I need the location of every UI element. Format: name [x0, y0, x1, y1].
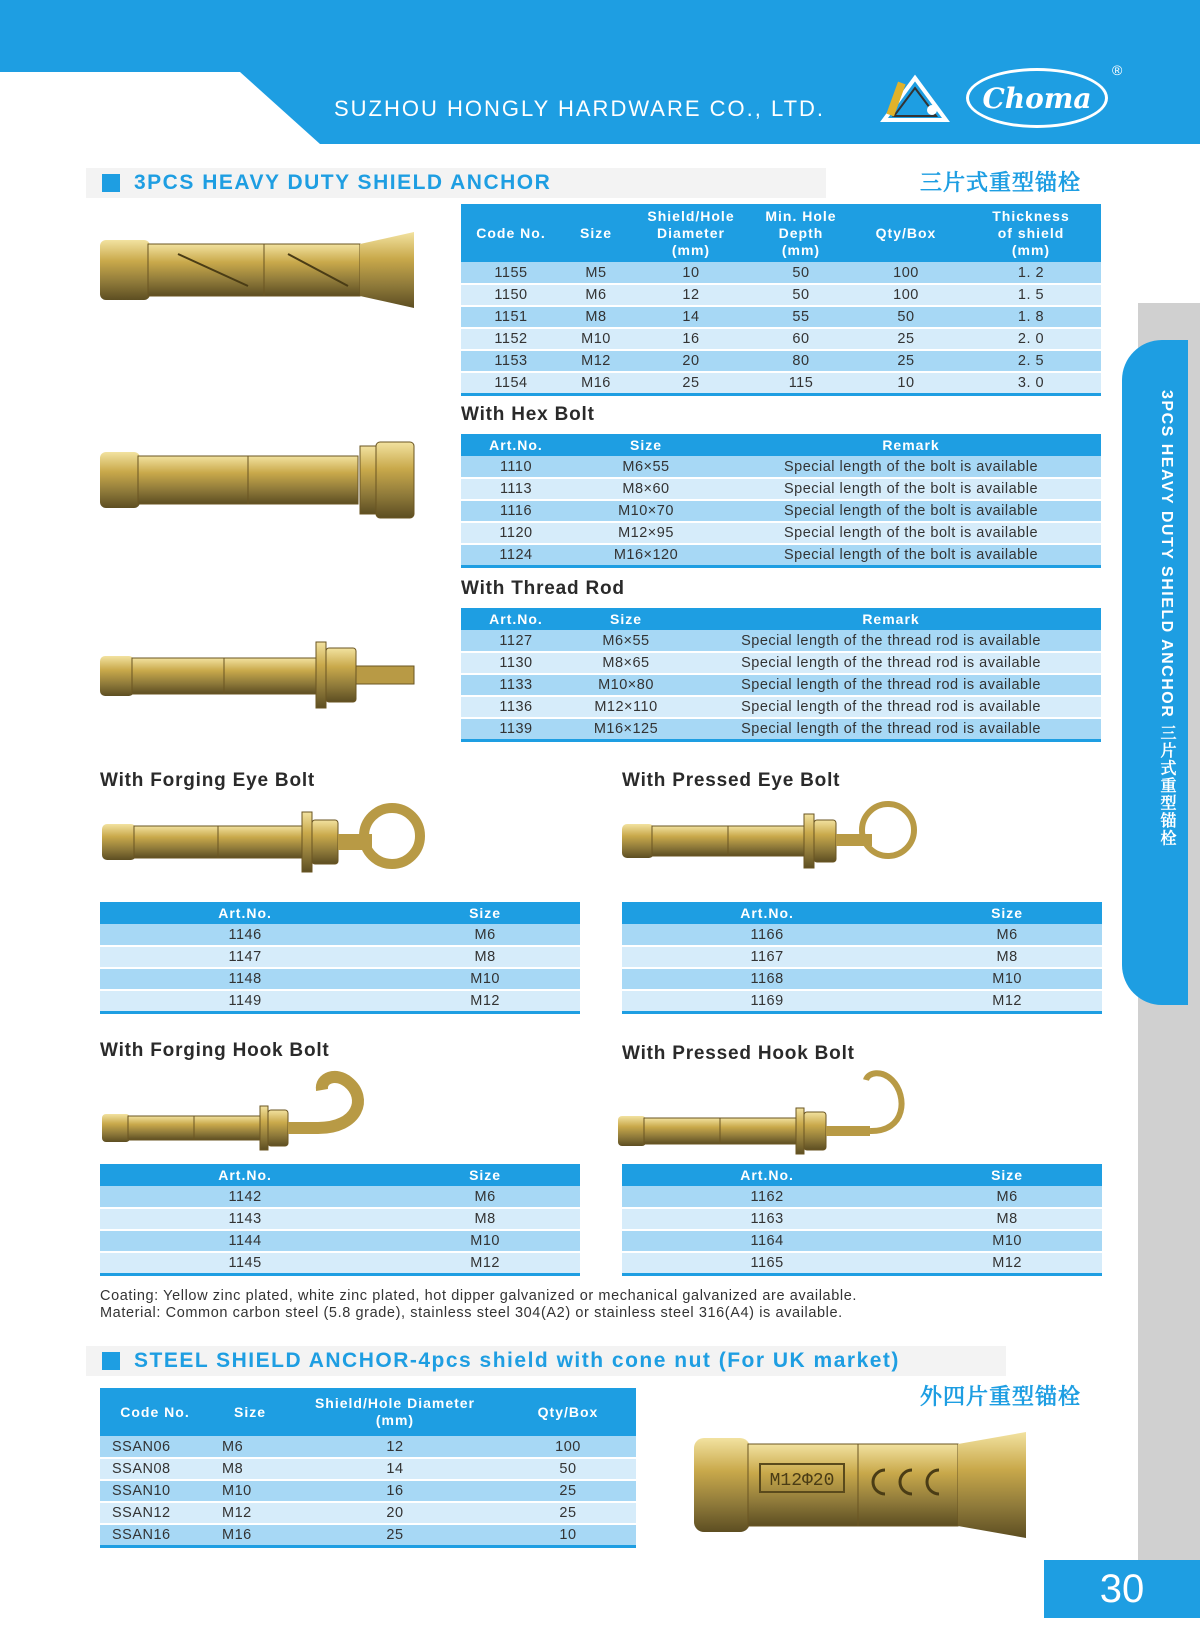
forging-hook-title: With Forging Hook Bolt	[100, 1040, 330, 1061]
product-marking: M12Φ20	[769, 1471, 835, 1491]
table-row: 1145 M12	[100, 1252, 580, 1274]
table-row: 1167 M8	[622, 946, 1102, 968]
table-row: 1110 M6×55 Special length of the bolt is available	[461, 456, 1101, 478]
company-name: SUZHOU HONGLY HARDWARE CO., LTD.	[334, 96, 826, 121]
forging-eye-table: Art.No. Size 1146 M6 1147 M8 1148 M10 1149 M12	[100, 902, 580, 1014]
table-row: SSAN06 M6 12 100	[100, 1436, 636, 1458]
section2-title-cn: 外四片重型锚栓	[920, 1385, 1082, 1410]
table-row: 1136 M12×110 Special length of the thread rod is available	[461, 696, 1101, 718]
table-row: 1163 M8	[622, 1208, 1102, 1230]
table-row: SSAN10 M10 16 25	[100, 1480, 636, 1502]
header-band	[0, 0, 1200, 72]
section-square-icon	[102, 174, 120, 192]
table-row: 1155 M5 10 50 100 1. 2	[461, 262, 1101, 284]
hex-bolt-anchor-image	[98, 438, 418, 522]
table-row: 1146 M6	[100, 924, 580, 946]
table-row: 1151 M8 14 55 50 1. 8	[461, 306, 1101, 328]
main-spec-table	[461, 204, 1101, 396]
table-row: 1130 M8×65 Special length of the thread rod is available	[461, 652, 1101, 674]
table-row: 1148 M10	[100, 968, 580, 990]
table-row: 1120 M12×95 Special length of the bolt is available	[461, 522, 1101, 544]
table-row: 1165 M12	[622, 1252, 1102, 1274]
thread-rod-table: Art.No. Size Remark 1127 M6×55 Special length of the thread rod is available 1130 M8×65 Special length of the thread rod is available 1133 M10×80 Special length of the thread rod is available 1136 M12×110 Special length of the thread rod is available 1139 M16×125 Special length of the thread rod is available	[461, 608, 1101, 742]
table-row: 1149 M12	[100, 990, 580, 1012]
table-row: 1147 M8	[100, 946, 580, 968]
brand-logo: Choma	[966, 68, 1108, 128]
col-depth: Min. Hole Depth (mm)	[765, 207, 837, 258]
material-note: Material: Common carbon steel (5.8 grade), stainless steel 304(A2) or stainless steel 316(A4) is available.	[100, 1305, 843, 1321]
table-row: 1153 M12 20 80 25 2. 5	[461, 350, 1101, 372]
table-row: 1162 M6	[622, 1186, 1102, 1208]
col-size: Size	[579, 224, 612, 241]
brand-logo-icon	[880, 74, 950, 124]
table-row: 1139 M16×125 Special length of the thread rod is available	[461, 718, 1101, 740]
table-row: SSAN16 M16 25 10	[100, 1524, 636, 1546]
table-row: 1152 M10 16 60 25 2. 0	[461, 328, 1101, 350]
table-row: 1164 M10	[622, 1230, 1102, 1252]
hex-bolt-title: With Hex Bolt	[461, 404, 595, 425]
col-code: Code No.	[476, 224, 546, 241]
table-row: 1124 M16×120 Special length of the bolt is available	[461, 544, 1101, 566]
coating-note: Coating: Yellow zinc plated, white zinc plated, hot dipper galvanized or mechanical galvanized are available.	[100, 1288, 857, 1304]
steel-shield-table: Code No. Size Shield/Hole Diameter (mm) Qty/Box SSAN06 M6 12 100 SSAN08 M8 14 50 SSAN10 M10 16 25 SSAN12 M12 20 25 SSAN16 M16 25 10	[100, 1388, 636, 1548]
table-row: SSAN08 M8 14 50	[100, 1458, 636, 1480]
forging-eye-bolt-image	[100, 796, 430, 882]
table-row: 1143 M8	[100, 1208, 580, 1230]
col-thickness: Thickness of shield (mm)	[992, 207, 1070, 258]
table-row: 1144 M10	[100, 1230, 580, 1252]
pressed-eye-bolt-image	[620, 792, 920, 878]
section-title-bar	[86, 168, 826, 198]
table-row: 1127 M6×55 Special length of the thread rod is available	[461, 630, 1101, 652]
section2-square-icon	[102, 1352, 120, 1370]
thread-rod-anchor-image	[98, 638, 418, 712]
pressed-eye-table: Art.No. Size 1166 M6 1167 M8 1168 M10 1169 M12	[622, 902, 1102, 1014]
forging-eye-title: With Forging Eye Bolt	[100, 770, 316, 791]
pressed-eye-title: With Pressed Eye Bolt	[622, 770, 841, 791]
table-row: 1166 M6	[622, 924, 1102, 946]
table-row: 1133 M10×80 Special length of the thread rod is available	[461, 674, 1101, 696]
table-row: SSAN12 M12 20 25	[100, 1502, 636, 1524]
table-row: 1113 M8×60 Special length of the bolt is available	[461, 478, 1101, 500]
section-title: 3PCS HEAVY DUTY SHIELD ANCHOR	[134, 171, 552, 194]
col-diameter: Shield/Hole Diameter (mm)	[647, 207, 735, 258]
registered-mark: ®	[1112, 62, 1123, 78]
section-title-cn: 三片式重型锚栓	[920, 171, 1082, 196]
shield-anchor-image	[98, 230, 418, 310]
pressed-hook-table: Art.No. Size 1162 M6 1163 M8 1164 M10 1165 M12	[622, 1164, 1102, 1276]
page-number: 30	[1044, 1560, 1200, 1618]
table-row: 1142 M6	[100, 1186, 580, 1208]
pressed-hook-title: With Pressed Hook Bolt	[622, 1043, 855, 1064]
material-notes	[100, 1288, 857, 1322]
table-row: 1169 M12	[622, 990, 1102, 1012]
forging-hook-table: Art.No. Size 1142 M6 1143 M8 1144 M10 1145 M12	[100, 1164, 580, 1276]
forging-hook-bolt-image	[100, 1068, 380, 1160]
hex-bolt-table: Art.No. Size Remark 1110 M6×55 Special length of the bolt is available 1113 M8×60 Special length of the bolt is available 1116 M10×70 Special length of the bolt is available 1120 M12×95 Special length of the bolt is available 1124 M16×120 Special length of the bolt is available	[461, 434, 1101, 568]
col-qty: Qty/Box	[875, 224, 937, 241]
table-row: 1116 M10×70 Special length of the bolt is available	[461, 500, 1101, 522]
section2-title: STEEL SHIELD ANCHOR-4pcs shield with cone nut (For UK market)	[134, 1349, 900, 1372]
table-row: 1150 M6 12 50 100 1. 5	[461, 284, 1101, 306]
side-tab-label: 3PCS HEAVY DUTY SHIELD ANCHOR 三片式重型锚栓	[1158, 390, 1175, 847]
steel-shield-anchor-image	[690, 1430, 1030, 1540]
section2-title-bar	[86, 1346, 1006, 1376]
pressed-hook-bolt-image	[616, 1066, 916, 1162]
thread-rod-title: With Thread Rod	[461, 578, 625, 599]
table-row: 1168 M10	[622, 968, 1102, 990]
table-row: 1154 M16 25 115 10 3. 0	[461, 372, 1101, 394]
